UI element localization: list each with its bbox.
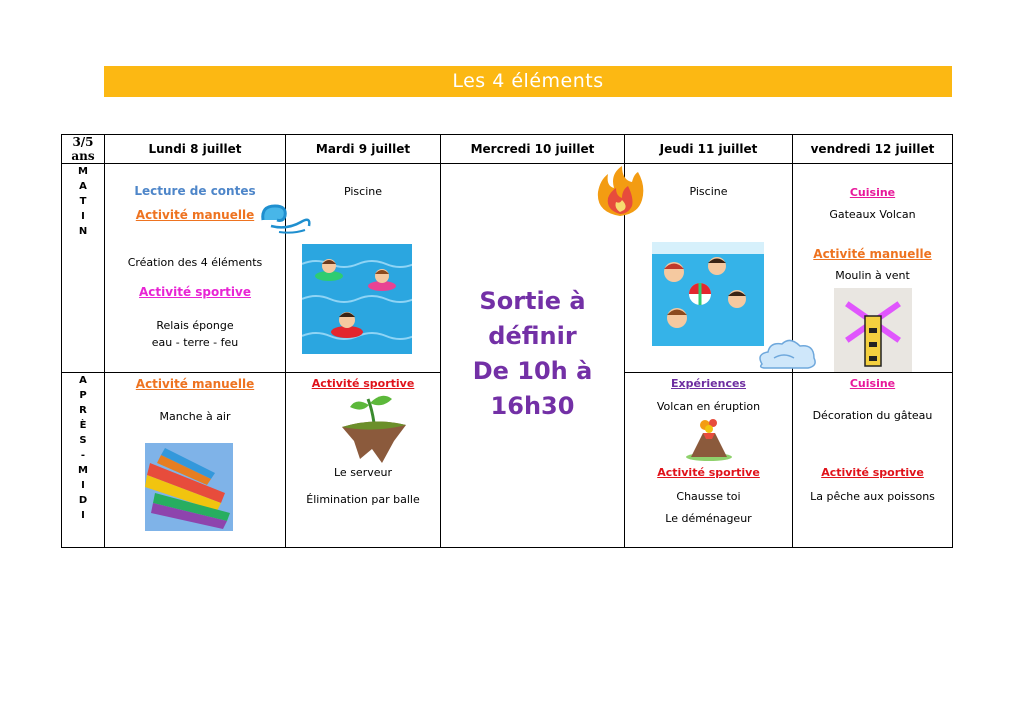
piscine: Piscine — [689, 185, 728, 198]
tuesday-morning — [286, 164, 441, 373]
sortie-line: définir — [488, 322, 577, 350]
period-letter: - — [80, 450, 86, 461]
gateaux-volcan: Gateaux Volcan — [829, 208, 916, 221]
piscine: Piscine — [343, 185, 383, 198]
lecture-contes: Lecture de contes — [134, 184, 256, 198]
period-letter: D — [78, 495, 88, 506]
sortie-line: 16h30 — [490, 392, 575, 420]
earth-plant-image — [338, 389, 410, 469]
activite-manuelle-label: Activité manuelle — [135, 377, 255, 391]
windmill-image — [834, 288, 912, 372]
period-letter: S — [79, 435, 87, 446]
elimination-balle: Élimination par balle — [306, 493, 420, 506]
tuesday-afternoon — [286, 373, 441, 548]
period-letter: A — [79, 181, 87, 192]
monday-afternoon — [105, 373, 286, 548]
period-letter: M — [78, 465, 88, 476]
day-friday: vendredi 12 juillet — [793, 135, 953, 164]
windsock-image — [145, 443, 233, 531]
activite-manuelle-label: Activité manuelle — [135, 208, 255, 222]
activite-manuelle-label: Activité manuelle — [813, 247, 932, 261]
manche-a-air: Manche à air — [159, 410, 231, 423]
wind-icon — [257, 200, 315, 236]
day-monday: Lundi 8 juillet — [105, 135, 286, 164]
activite-sportive-label: Activité sportive — [311, 377, 415, 390]
sortie-line: De 10h à — [472, 357, 593, 385]
swimming-kids-image — [302, 244, 412, 354]
sortie-text — [441, 284, 624, 424]
wednesday-outing — [441, 164, 625, 548]
activite-sportive-label: Activité sportive — [139, 285, 251, 299]
creation-elements: Création des 4 éléments — [127, 256, 263, 269]
eau-terre-feu: eau - terre - feu — [151, 336, 239, 349]
decoration-gateau: Décoration du gâteau — [812, 409, 933, 422]
day-thursday: Jeudi 11 juillet — [625, 135, 793, 164]
le-demenageur: Le déménageur — [665, 512, 752, 525]
peche-poissons: La pêche aux poissons — [810, 490, 935, 503]
cuisine-label: Cuisine — [849, 377, 896, 390]
day-tuesday: Mardi 9 juillet — [286, 135, 441, 164]
header-row — [62, 135, 953, 164]
period-morning — [62, 164, 105, 373]
activite-sportive-label: Activité sportive — [657, 466, 760, 479]
period-afternoon — [62, 373, 105, 548]
cuisine-label: Cuisine — [849, 186, 896, 199]
sortie-line: Sortie à — [479, 287, 586, 315]
volcan-eruption: Volcan en éruption — [656, 400, 761, 413]
period-letter: È — [79, 420, 87, 431]
thursday-afternoon — [625, 373, 793, 548]
monday-morning — [105, 164, 286, 373]
fire-icon — [590, 164, 650, 218]
moulin-a-vent: Moulin à vent — [835, 269, 910, 282]
day-wednesday: Mercredi 10 juillet — [441, 135, 625, 164]
period-letter: A — [79, 375, 87, 386]
experiences-label: Expériences — [671, 377, 746, 390]
volcano-image — [685, 417, 733, 461]
relais-eponge: Relais éponge — [156, 319, 234, 332]
age-group: 3/5 ans — [62, 135, 105, 164]
activite-sportive-label: Activité sportive — [821, 466, 924, 479]
period-letter: T — [79, 196, 87, 207]
period-letter: I — [81, 480, 85, 491]
pool-kids-image — [652, 242, 764, 346]
period-letter: N — [78, 226, 88, 237]
period-letter: I — [81, 211, 85, 222]
le-serveur: Le serveur — [334, 466, 392, 479]
cloud-icon — [754, 338, 820, 372]
period-letter: P — [79, 390, 87, 401]
page-title: Les 4 éléments — [104, 66, 952, 97]
period-letter: M — [78, 166, 88, 177]
period-letter: I — [81, 510, 85, 521]
chausse-toi: Chausse toi — [676, 490, 741, 503]
friday-afternoon — [793, 373, 953, 548]
period-letter: R — [79, 405, 87, 416]
